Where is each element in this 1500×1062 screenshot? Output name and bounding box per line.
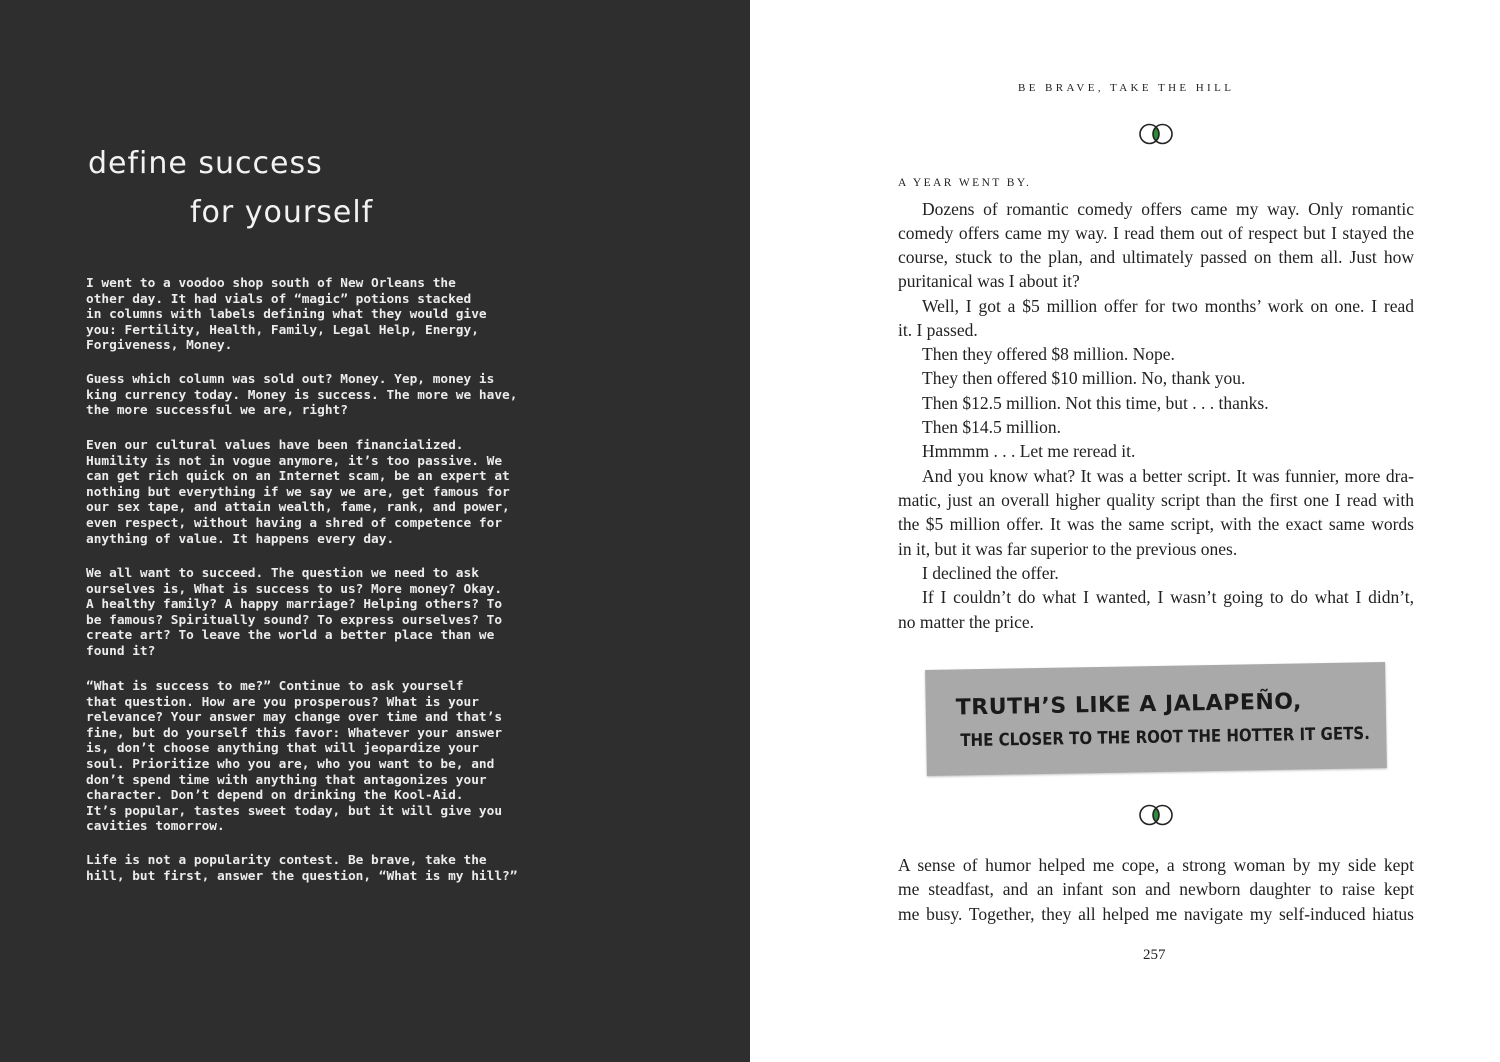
text-line-5: Well, I got a $5 million offer for two months’ work on one. I read	[922, 296, 1414, 316]
running-head: BE BRAVE, TAKE THE HILL	[1018, 82, 1235, 94]
text-line-17: If I couldn’t do what I wanted, I wasn’t going to do what I didn’t,	[922, 587, 1414, 607]
quote-banner	[925, 662, 1387, 776]
text-line-15: in it, but it was far superior to the previous ones.	[898, 539, 1238, 559]
text-line-8: They then offered $10 million. No, thank you.	[922, 368, 1246, 388]
banner-line-2: THE CLOSER TO THE ROOT THE HOTTER IT GETS.	[960, 722, 1371, 751]
text-line-7: Then they offered $8 million. Nope.	[922, 344, 1175, 364]
double-ring-ornament-icon	[1136, 123, 1176, 145]
body-paragraph-6: Life is not a popularity contest. Be brave, take the hill, but first, answer the question, “What is my hill?”	[86, 853, 518, 884]
body-paragraph-5: “What is success to me?” Continue to ask yourself that question. How are you prosperous? What is your relevance? Your answer may change over time and that’s fine, but do yourself this favor: Whatever your answer is, don’t choose anything that will jeopardize your soul. Prioritize who you are, who you want to be, and don’t spend time with anything that antagonizes your character. Don’t depend on drinking the Kool-Aid. It’s popular, tastes sweet today, but it will give you cavities tomorrow.	[86, 679, 503, 835]
section-lede: A YEAR WENT BY.	[898, 177, 1032, 189]
closing-line-3: me busy. Together, they all helped me navigate my self-induced hiatus	[898, 904, 1414, 924]
text-line-14: the $5 million offer. It was the same script, with the exact same words	[898, 514, 1414, 534]
text-line-10: Then $14.5 million.	[922, 417, 1062, 437]
text-line-6: it. I passed.	[898, 320, 978, 340]
body-paragraph-3: Even our cultural values have been financialized. Humility is not in vogue anymore, it’s too passive. We can get rich quick on an Internet scam, be an expert at nothing but everything if we say we are, get famous for our sex tape, and attain wealth, fame, rank, and power, even respect, without having a shred of competence for anything of value. It happens every day.	[86, 438, 510, 547]
text-line-1: Dozens of romantic comedy offers came my way. Only romantic	[922, 199, 1414, 219]
body-paragraph-2: Guess which column was sold out? Money. Yep, money is king currency today. Money is success. The more we have, the more successful we are, right?	[86, 372, 518, 419]
banner-line-1: TRUTH’S LIKE A JALAPEÑO,	[955, 689, 1303, 721]
closing-line-1: A sense of humor helped me cope, a strong woman by my side kept	[898, 855, 1414, 875]
text-line-3: course, stuck to the plan, and ultimately passed on them all. Just how	[898, 247, 1414, 267]
text-line-16: I declined the offer.	[922, 563, 1059, 583]
text-line-12: And you know what? It was a better script. It was funnier, more dra-	[922, 466, 1414, 486]
body-paragraph-4: We all want to succeed. The question we need to ask ourselves is, What is success to us? More money? Okay. A healthy family? A happy marriage? Helping others? To be famous? Spiritually sound? To express ourselves? To create art? To leave the world a better place than we found it?	[86, 566, 503, 659]
closing-line-2: me steadfast, and an infant son and newborn daughter to raise kept	[898, 879, 1414, 899]
text-line-18: no matter the price.	[898, 612, 1035, 632]
text-line-11: Hmmmm . . . Let me reread it.	[922, 441, 1136, 461]
handwritten-title-line-2: for yourself	[190, 195, 374, 230]
text-line-13: matic, just an overall higher quality script than the first one I read with	[898, 490, 1414, 510]
text-line-2: comedy offers came my way. I read them out of respect but I stayed the	[898, 223, 1414, 243]
text-line-9: Then $12.5 million. Not this time, but . . . thanks.	[922, 393, 1269, 413]
page-number: 257	[1143, 947, 1166, 963]
text-line-4: puritanical was I about it?	[898, 271, 1080, 291]
body-paragraph-1: I went to a voodoo shop south of New Orleans the other day. It had vials of “magic” potions stacked in columns with labels defining what they would give you: Fertility, Health, Family, Legal Help, Energy, Forgiveness, Money.	[86, 276, 487, 354]
handwritten-title-line-1: define success	[88, 146, 323, 181]
double-ring-ornament-icon	[1136, 804, 1176, 826]
